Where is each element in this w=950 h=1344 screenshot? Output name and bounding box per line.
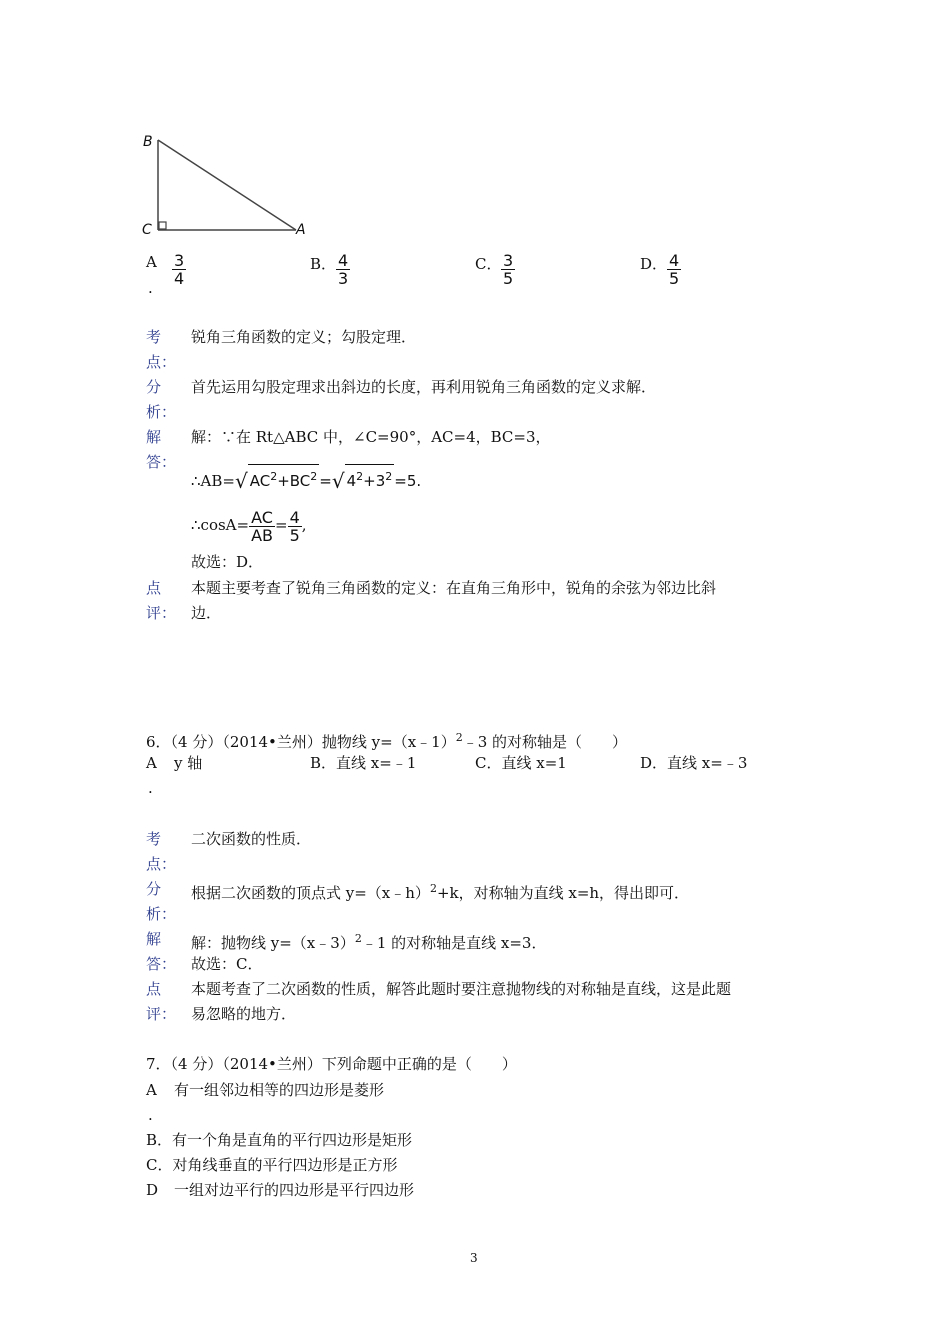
q5-solution-line1: 解：∵在 Rt△ABC 中，∠C=90°，AC=4，BC=3，: [191, 428, 551, 446]
q7-option-a-dot: .: [148, 1106, 153, 1124]
q5-dianping-text1: 本题主要考查了锐角三角函数的定义：在直角三角形中，锐角的余弦为邻边比斜: [191, 579, 717, 597]
q5-option-a: [146, 252, 157, 272]
q5-fenxi-label-2: 析：: [146, 403, 177, 421]
q5-dianping-text2: 边．: [191, 604, 222, 622]
q6-kaodian-label-1: 考: [146, 830, 162, 848]
page-number: 3: [470, 1251, 478, 1265]
q6-fenxi-label-2: 析：: [146, 905, 177, 923]
vertex-b-label: B: [143, 134, 153, 150]
q6-option-d: D．直线 x=﹣3: [640, 754, 748, 772]
q5-option-c: C．: [475, 255, 502, 273]
q5-jieda-label-2: 答：: [146, 453, 177, 471]
vertex-c-label: C: [142, 222, 152, 238]
q6-kaodian-label-2: 点：: [146, 855, 177, 873]
q6-dianping-text2: 易忽略的地方．: [191, 1005, 297, 1023]
q7-option-d-letter: D: [146, 1181, 159, 1199]
q5-option-c-fraction: $\frac{3}{5}$: [503, 251, 514, 288]
q6-jieda-label-2: 答：: [146, 955, 177, 973]
q7-option-b: B．有一个角是直角的平行四边形是矩形: [146, 1131, 413, 1149]
q5-kaodian-label-2: 点：: [146, 353, 177, 371]
q6-solution-line1: 解：抛物线 y=（x﹣3）$^2$﹣1 的对称轴是直线 x=3．: [191, 932, 547, 952]
q6-option-a-dot: .: [148, 779, 153, 797]
q6-fenxi-text: 根据二次函数的顶点式 y=（x﹣h）$^2$+k，对称轴为直线 x=h，得出即可．: [191, 882, 690, 902]
q5-dianping-label-2: 评：: [146, 604, 177, 622]
q6-option-a-letter: A: [146, 754, 157, 772]
q5-dianping-label-1: 点: [146, 579, 162, 597]
q5-solution-choice: 故选：D．: [191, 553, 264, 571]
q7-option-d-text: 一组对边平行的四边形是平行四边形: [174, 1181, 415, 1199]
q6-stem: 6．（4 分）（2014•兰州）抛物线 y=（x﹣1）$^2$﹣3 的对称轴是（ ）: [146, 731, 628, 751]
q5-option-d: D．: [640, 255, 668, 273]
q5-option-a-dot: .: [148, 279, 153, 297]
side-ab: [158, 140, 296, 230]
q5-option-b-fraction: $\frac{4}{3}$: [338, 251, 349, 288]
option-letter: A: [146, 253, 157, 271]
q5-solution-cos: ∴cosA= $\frac{AC}{AB}$ = $\frac{4}{5}$ ,: [191, 507, 307, 545]
q7-option-c: C．对角线垂直的平行四边形是正方形: [146, 1156, 398, 1174]
q5-option-b: B．: [310, 255, 337, 273]
q5-fenxi-text: 首先运用勾股定理求出斜边的长度，再利用锐角三角函数的定义求解．: [191, 378, 657, 396]
triangle-figure: [138, 130, 318, 242]
q5-jieda-label-1: 解: [146, 428, 162, 446]
q7-stem: 7．（4 分）（2014•兰州）下列命题中正确的是（ ）: [146, 1055, 517, 1073]
q5-fenxi-label-1: 分: [146, 378, 162, 396]
q7-option-a-text: 有一组邻边相等的四边形是菱形: [174, 1081, 385, 1099]
q6-solution-choice: 故选：C．: [191, 955, 263, 973]
vertex-a-label: A: [296, 222, 306, 238]
q6-dianping-text1: 本题考查了二次函数的性质，解答此题时要注意抛物线的对称轴是直线，这是此题: [191, 980, 732, 998]
q6-option-a-text: y 轴: [174, 754, 203, 772]
q6-fenxi-label-1: 分: [146, 880, 162, 898]
q5-kaodian-label-1: 考: [146, 328, 162, 346]
q5-kaodian-text: 锐角三角函数的定义；勾股定理．: [191, 328, 417, 346]
q5-option-a-fraction: $\frac{3}{4}$: [174, 251, 185, 288]
q6-jieda-label-1: 解: [146, 930, 162, 948]
q7-option-a-letter: A: [146, 1081, 157, 1099]
q6-kaodian-text: 二次函数的性质．: [191, 830, 312, 848]
q6-dianping-label-1: 点: [146, 980, 162, 998]
q6-option-b: B．直线 x=﹣1: [310, 754, 417, 772]
q5-option-d-fraction: $\frac{4}{5}$: [669, 251, 680, 288]
q6-option-c: C．直线 x=1: [475, 754, 567, 772]
q6-dianping-label-2: 评：: [146, 1005, 177, 1023]
q5-solution-ab: ∴AB=√ $AC^2+BC^2$ =√ $4^2+3^2 =5$.: [191, 464, 421, 493]
right-angle-mark: [159, 222, 166, 229]
